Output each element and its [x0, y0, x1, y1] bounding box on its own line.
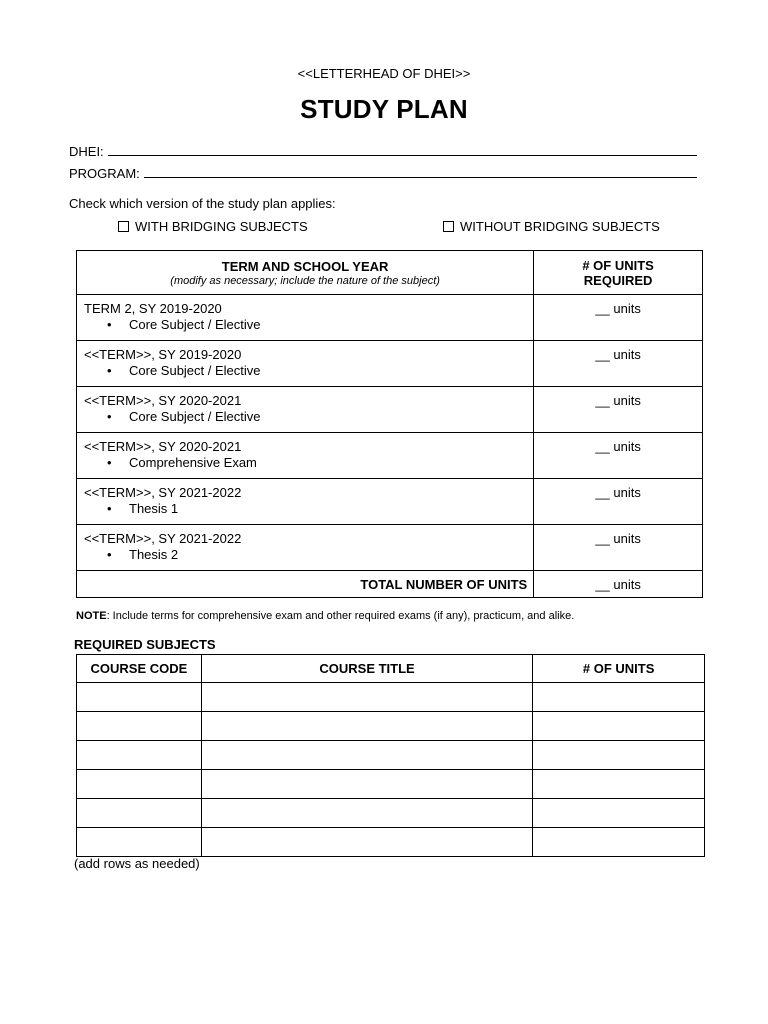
subject-row	[77, 712, 705, 741]
subject-row	[77, 683, 705, 712]
plan-row	[77, 341, 703, 387]
term-cell: <<TERM>>, SY 2021-2022 • Thesis 2	[77, 525, 534, 571]
units-count-cell[interactable]	[533, 828, 705, 857]
course-code-cell[interactable]	[77, 683, 202, 712]
course-title-cell[interactable]	[201, 741, 532, 770]
version-question: Check which version of the study plan applies:	[69, 196, 336, 211]
term-cell: TERM 2, SY 2019-2020 • Core Subject / Elective	[77, 295, 534, 341]
subject-row	[77, 770, 705, 799]
program-label: PROGRAM:	[69, 166, 140, 181]
total-units-label: TOTAL NUMBER OF UNITS	[77, 571, 534, 598]
plan-total-row	[77, 571, 703, 598]
course-title-cell[interactable]	[201, 712, 532, 741]
units-cell: __ units	[534, 295, 703, 341]
units-count-header: # OF UNITS	[533, 655, 705, 683]
subjects-header-row	[77, 655, 705, 683]
units-count-cell[interactable]	[533, 770, 705, 799]
units-cell: __ units	[534, 341, 703, 387]
subject-bullet: • Comprehensive Exam	[84, 455, 533, 470]
without-bridging-checkbox[interactable]	[443, 221, 454, 232]
term-cell: <<TERM>>, SY 2020-2021 • Comprehensive Exam	[77, 433, 534, 479]
units-header: # OF UNITS REQUIRED	[534, 251, 703, 295]
plan-header-row	[77, 251, 703, 295]
total-units-value: __ units	[534, 571, 703, 598]
program-blank-line[interactable]	[144, 165, 697, 178]
document-title: STUDY PLAN	[300, 94, 468, 124]
term-cell: <<TERM>>, SY 2019-2020 • Core Subject / Elective	[77, 341, 534, 387]
dhei-field[interactable]	[69, 143, 697, 159]
course-title-cell[interactable]	[201, 828, 532, 857]
subject-row	[77, 828, 705, 857]
course-code-cell[interactable]	[77, 828, 202, 857]
subject-bullet: • Thesis 2	[84, 547, 533, 562]
course-code-cell[interactable]	[77, 712, 202, 741]
term-cell: <<TERM>>, SY 2020-2021 • Core Subject / Elective	[77, 387, 534, 433]
dhei-label: DHEI:	[69, 144, 104, 159]
required-subjects-title: REQUIRED SUBJECTS	[74, 637, 216, 652]
plan-row	[77, 479, 703, 525]
course-code-cell[interactable]	[77, 799, 202, 828]
note-label: NOTE	[76, 610, 107, 622]
note-text	[76, 610, 574, 622]
without-bridging-option[interactable]	[443, 219, 660, 234]
units-cell: __ units	[534, 387, 703, 433]
with-bridging-option[interactable]	[118, 219, 308, 234]
with-bridging-label: WITH BRIDGING SUBJECTS	[135, 219, 308, 234]
subject-bullet: • Thesis 1	[84, 501, 533, 516]
term-header-note: (modify as necessary; include the nature of the subject)	[170, 274, 440, 287]
letterhead-placeholder: <<LETTERHEAD OF DHEI>>	[297, 66, 471, 81]
plan-row	[77, 295, 703, 341]
units-count-cell[interactable]	[533, 799, 705, 828]
units-count-cell[interactable]	[533, 712, 705, 741]
course-code-cell[interactable]	[77, 770, 202, 799]
required-subjects-table	[76, 654, 705, 857]
without-bridging-label: WITHOUT BRIDGING SUBJECTS	[460, 219, 660, 234]
course-code-cell[interactable]	[77, 741, 202, 770]
with-bridging-checkbox[interactable]	[118, 221, 129, 232]
course-title-cell[interactable]	[201, 799, 532, 828]
term-cell: <<TERM>>, SY 2021-2022 • Thesis 1	[77, 479, 534, 525]
study-plan-table	[76, 250, 703, 598]
units-count-cell[interactable]	[533, 741, 705, 770]
course-title-header: COURSE TITLE	[201, 655, 532, 683]
units-cell: __ units	[534, 525, 703, 571]
term-header: TERM AND SCHOOL YEAR (modify as necessary; include the nature of the subject)	[77, 251, 534, 295]
course-code-header: COURSE CODE	[77, 655, 202, 683]
program-field[interactable]	[69, 165, 697, 181]
units-count-cell[interactable]	[533, 683, 705, 712]
plan-row	[77, 433, 703, 479]
subject-row	[77, 799, 705, 828]
subject-bullet: • Core Subject / Elective	[84, 363, 533, 378]
subject-row	[77, 741, 705, 770]
add-rows-hint: (add rows as needed)	[74, 856, 200, 871]
note-body: : Include terms for comprehensive exam and other required exams (if any), practicum, and alike.	[106, 610, 575, 622]
subject-bullet: • Core Subject / Elective	[84, 409, 533, 424]
dhei-blank-line[interactable]	[108, 143, 697, 156]
units-cell: __ units	[534, 479, 703, 525]
subject-bullet: • Core Subject / Elective	[84, 317, 533, 332]
course-title-cell[interactable]	[201, 770, 532, 799]
plan-row	[77, 525, 703, 571]
units-cell: __ units	[534, 433, 703, 479]
plan-row	[77, 387, 703, 433]
course-title-cell[interactable]	[201, 683, 532, 712]
